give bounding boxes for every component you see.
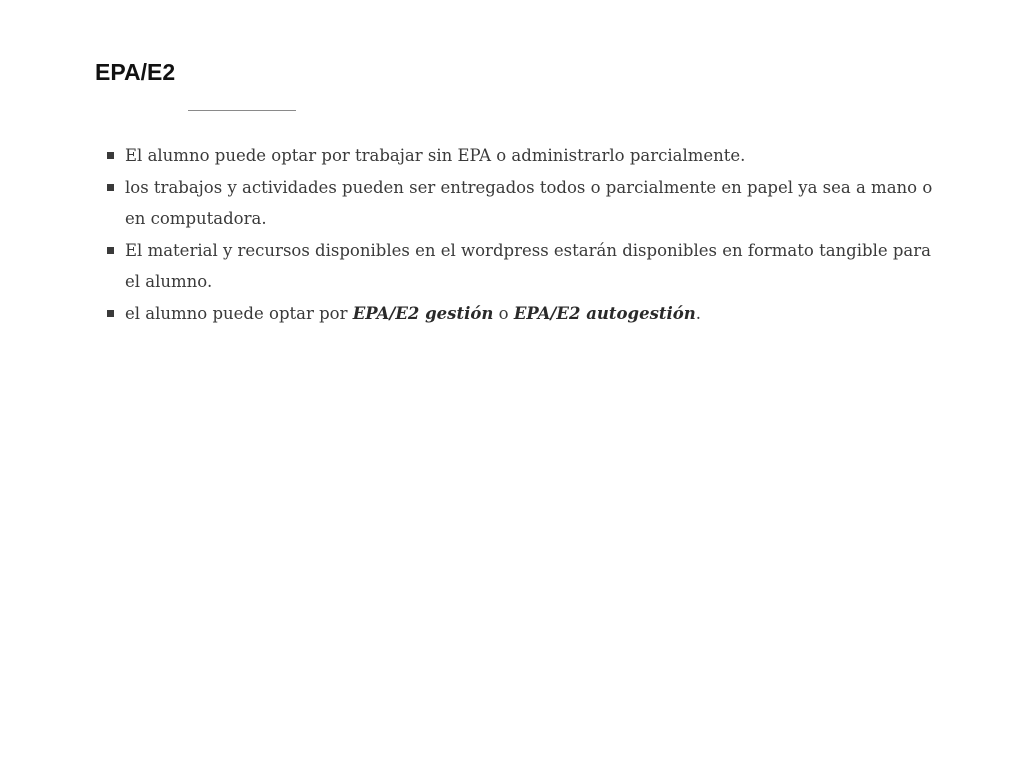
list-item-text: El material y recursos disponibles en el wordpress estarán disponibles en formato tangible para el alumno. <box>125 240 931 291</box>
list-item <box>107 235 947 298</box>
list-item-connector: o <box>493 303 514 323</box>
square-bullet-icon <box>107 310 114 317</box>
list-item-text: los trabajos y actividades pueden ser entregados todos o parcialmente en papel ya sea a mano o en computadora. <box>125 177 933 228</box>
bullet-list <box>107 140 947 329</box>
list-item <box>107 172 947 235</box>
square-bullet-icon <box>107 152 114 159</box>
square-bullet-icon <box>107 184 114 191</box>
list-item-suffix: . <box>695 303 702 323</box>
list-item <box>107 298 947 330</box>
title-underline <box>188 110 296 111</box>
option-gestion: EPA/E2 gestión <box>352 303 494 323</box>
page-title: EPA/E2 <box>95 59 176 85</box>
option-autogestion: EPA/E2 autogestión <box>513 303 696 323</box>
square-bullet-icon <box>107 247 114 254</box>
list-item-prefix: el alumno puede optar por <box>125 303 353 323</box>
list-item <box>107 140 947 172</box>
list-item-text: El alumno puede optar por trabajar sin EPA o administrarlo parcialmente. <box>125 146 746 165</box>
